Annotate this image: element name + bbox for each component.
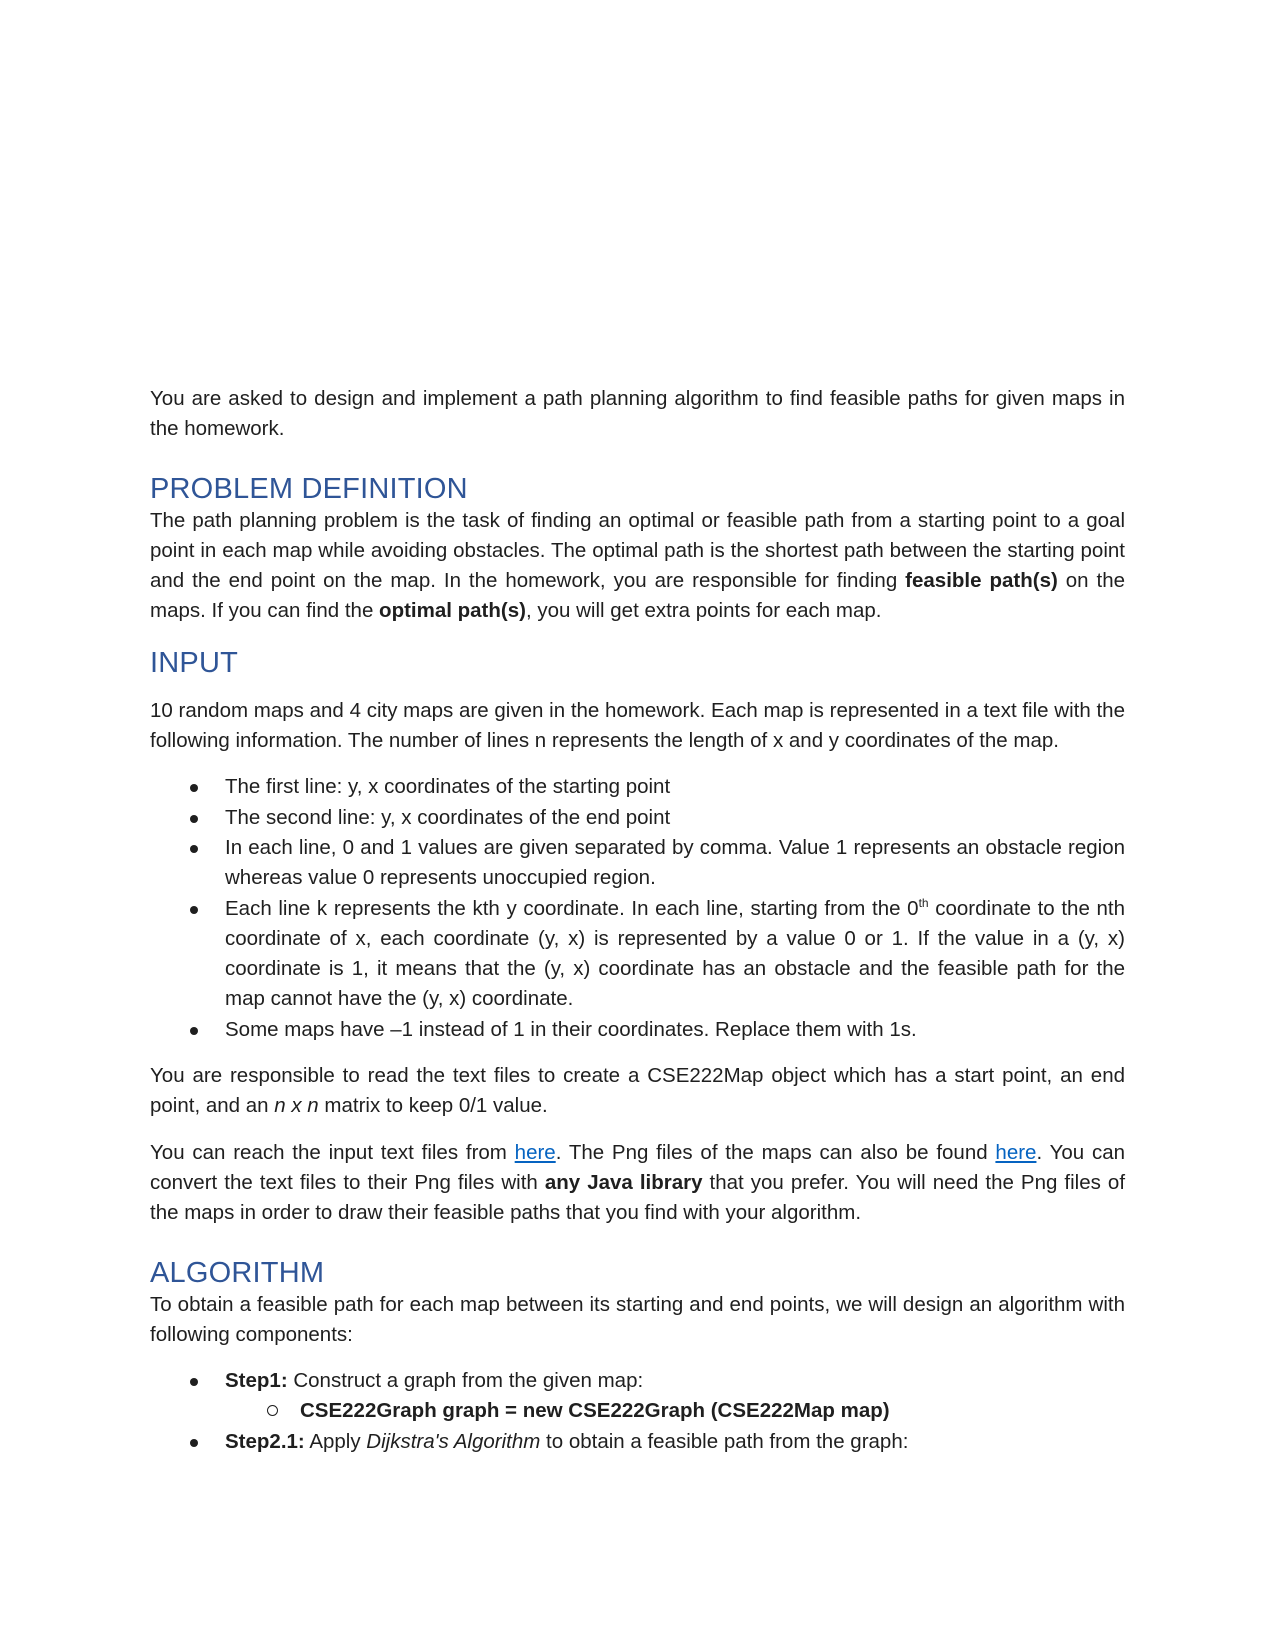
bullet-icon xyxy=(190,815,198,823)
feasible-paths-bold: feasible path(s) xyxy=(905,569,1058,593)
input-bullet-list xyxy=(150,772,1125,1045)
list-item: Each line k represents the kth y coordinate. In each line, starting from the 0th coordinate to the nth coordinate of x, each coordinate (y, x) is represented by a value 0 or 1. If the value in a (y, x) coordinate is 1, it means that the (y, x) coordinate has an obstacle and the feasible path for the map cannot have the (y, x) coordinate. xyxy=(150,894,1125,1015)
bullet-icon xyxy=(190,1439,198,1447)
png-files-link[interactable]: here xyxy=(995,1140,1037,1164)
bullet-icon xyxy=(190,845,198,853)
heading-problem-definition: PROBLEM DEFINITION xyxy=(150,472,468,505)
list-item: In each line, 0 and 1 values are given separated by comma. Value 1 represents an obstacle region whereas value 0 represents unoccupied region. xyxy=(150,833,1125,894)
list-item: Step2.1: Apply Dijkstra's Algorithm to obtain a feasible path from the graph: xyxy=(150,1427,1125,1457)
step1-sub-list xyxy=(225,1396,1125,1426)
bullet-icon xyxy=(190,784,198,792)
heading-input: INPUT xyxy=(150,646,238,679)
algorithm-intro-paragraph: To obtain a feasible path for each map between its starting and end points, we will design an algorithm with following components: xyxy=(150,1292,1125,1346)
list-item xyxy=(225,1396,1125,1426)
input-files-link[interactable]: here xyxy=(514,1140,556,1164)
bullet-icon xyxy=(190,1027,198,1035)
list-item: Step1: Construct a graph from the given map: CSE222Graph graph = new CSE222Graph (CSE222Map map) xyxy=(150,1366,1125,1427)
responsibility-paragraph: You are responsible to read the text files to create a CSE222Map object which has a start point, an end point, and an n x n matrix to keep 0/1 value. xyxy=(150,1064,1125,1118)
heading-algorithm: ALGORITHM xyxy=(150,1256,325,1289)
input-intro-paragraph: 10 random maps and 4 city maps are given in the homework. Each map is represented in a text file with the following information. The number of lines n represents the length of x and y coordinates of the map. xyxy=(150,698,1125,753)
intro-paragraph: You are asked to design and implement a path planning algorithm to find feasible paths for given maps in the homework. xyxy=(150,387,1125,441)
document-page xyxy=(150,384,1125,1457)
input-files-paragraph: You can reach the input text files from here. The Png files of the maps can also be found here. You can convert the text files to their Png files with any Java library that you prefer. You will need the Png files of the maps in order to draw their feasible paths that you find with your algorithm. xyxy=(150,1140,1126,1225)
bullet-icon xyxy=(190,906,198,914)
list-item: Some maps have –1 instead of 1 in their coordinates. Replace them with 1s. xyxy=(150,1015,1125,1045)
problem-paragraph: The path planning problem is the task of finding an optimal or feasible path from a starting point to a goal point in each map while avoiding obstacles. The optimal path is the shortest path between the starting point and the end point on the map. In the homework, you are responsible for finding feasible path(s) on the maps. If you can find the optimal path(s), you will get extra points for each map. xyxy=(150,508,1125,623)
circle-bullet-icon xyxy=(267,1405,278,1416)
bullet-icon xyxy=(190,1378,198,1386)
graph-code: CSE222Graph graph = new CSE222Graph (CSE222Map map) xyxy=(300,1399,890,1423)
list-item: The first line: y, x coordinates of the starting point xyxy=(150,772,1125,802)
list-item: The second line: y, x coordinates of the end point xyxy=(150,803,1125,833)
optimal-paths-bold: optimal path(s) xyxy=(379,599,526,623)
algorithm-step-list xyxy=(150,1366,1125,1457)
